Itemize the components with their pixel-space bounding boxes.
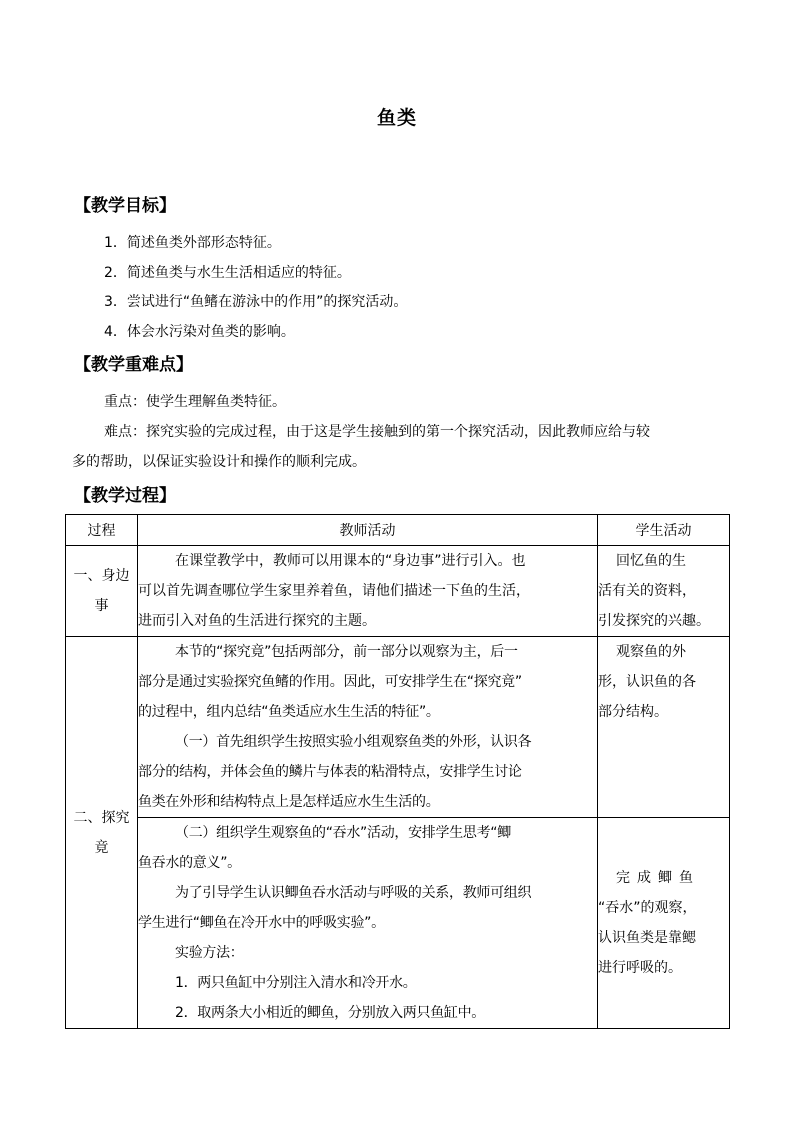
student-text-line: 认识鱼类是靠鳃: [598, 930, 696, 946]
stage-cell: [66, 546, 138, 637]
table-row: [66, 818, 730, 1029]
table-header-row: [66, 515, 730, 546]
student-activity-cell: [598, 546, 730, 637]
column-header-teacher: 教师活动: [138, 515, 598, 546]
table-row: [66, 546, 730, 637]
column-header-stage: 过程: [66, 515, 138, 546]
teacher-text-line: 鱼类在外形和结构特点上是怎样适应水生生活的。: [138, 794, 440, 810]
teacher-activity-cell: [138, 818, 598, 1029]
student-activity-cell: [598, 818, 730, 1029]
difficulty-text-line-2: 多的帮助，以保证实验设计和操作的顺利完成。: [72, 454, 366, 470]
stage-label-line: 事: [94, 598, 109, 614]
teacher-text-line: 2．取两条大小相近的鲫鱼，分别放入两只鱼缸中。: [175, 1005, 486, 1021]
student-text-line: 观察鱼的外: [616, 644, 686, 660]
teacher-text-line: 实验方法：: [175, 945, 244, 961]
stage-label-line: 一、身边: [73, 568, 130, 584]
student-text-line: 引发探究的兴趣。: [598, 613, 710, 629]
teacher-text-line: 在课堂教学中，教师可以用课本的“身边事”进行引入。也: [175, 553, 526, 569]
section-heading-keypoints: 【教学重难点】: [74, 355, 193, 375]
teacher-text-line: 部分是通过实验探究鱼鳍的作用。因此，可安排学生在“探究竟”: [138, 674, 522, 690]
teacher-text-line: 进而引入对鱼的生活进行探究的主题。: [138, 613, 376, 629]
teacher-text-line: 为了引导学生认识鲫鱼吞水活动与呼吸的关系，教师可组织: [175, 885, 532, 901]
goal-item-2: 2．简述鱼类与水生生活相适应的特征。: [104, 265, 351, 281]
student-text-line: 形，认识鱼的各: [598, 674, 696, 690]
teacher-text-line: （一）首先组织学生按照实验小组观察鱼类的外形，认识各: [175, 734, 532, 750]
student-text-line: 回忆鱼的生: [616, 553, 686, 569]
teacher-text-line: 本节的“探究竟”包括两部分，前一部分以观察为主，后一: [175, 644, 518, 660]
stage-label-line: 竟: [94, 839, 109, 856]
student-activity-cell: [598, 637, 730, 818]
goal-item-1: 1．简述鱼类外部形态特征。: [104, 235, 281, 251]
section-heading-process: 【教学过程】: [74, 486, 176, 506]
table-row: [66, 637, 730, 818]
teacher-text-line: 鱼吞水的意义”。: [138, 855, 241, 871]
document-title: 鱼类: [376, 107, 417, 129]
difficulty-text-line-1: 难点：探究实验的完成过程，由于这是学生接触到的第一个探究活动，因此教师应给与较: [104, 424, 650, 440]
goal-item-4: 4．体会水污染对鱼类的影响。: [104, 324, 295, 340]
teacher-activity-cell: [138, 637, 598, 818]
teacher-text-line: 1．两只鱼缸中分别注入清水和冷开水。: [175, 975, 417, 991]
student-text-line: 活有关的资料，: [598, 583, 696, 599]
column-header-student: 学生活动: [598, 515, 730, 546]
stage-cell: [66, 637, 138, 1029]
student-text-line: 完成鲫鱼: [616, 870, 700, 886]
teacher-text-line: 的过程中，组内总结“鱼类适应水生生活的特征”。: [138, 704, 440, 720]
stage-label-line: 二、探究: [73, 809, 130, 826]
teacher-text-line: 部分的结构，并体会鱼的鳞片与体表的粘滑特点，安排学生讨论: [138, 764, 522, 780]
teacher-text-line: 可以首先调查哪位学生家里养着鱼，请他们描述一下鱼的生活，: [138, 583, 530, 599]
section-heading-goals: 【教学目标】: [74, 196, 176, 216]
process-table: [65, 514, 730, 1029]
goal-item-3: 3．尝试进行“鱼鳍在游泳中的作用”的探究活动。: [104, 294, 408, 310]
teacher-activity-cell: [138, 546, 598, 637]
student-text-line: 部分结构。: [598, 704, 668, 720]
student-text-line: 进行呼吸的。: [598, 960, 682, 976]
teacher-text-line: 学生进行“鲫鱼在冷开水中的呼吸实验”。: [138, 915, 385, 931]
student-text-line: “吞水”的观察，: [598, 900, 697, 916]
teacher-text-line: （二）组织学生观察鱼的“吞水”活动，安排学生思考“鲫: [175, 825, 511, 841]
key-point-text: 重点：使学生理解鱼类特征。: [104, 394, 286, 410]
